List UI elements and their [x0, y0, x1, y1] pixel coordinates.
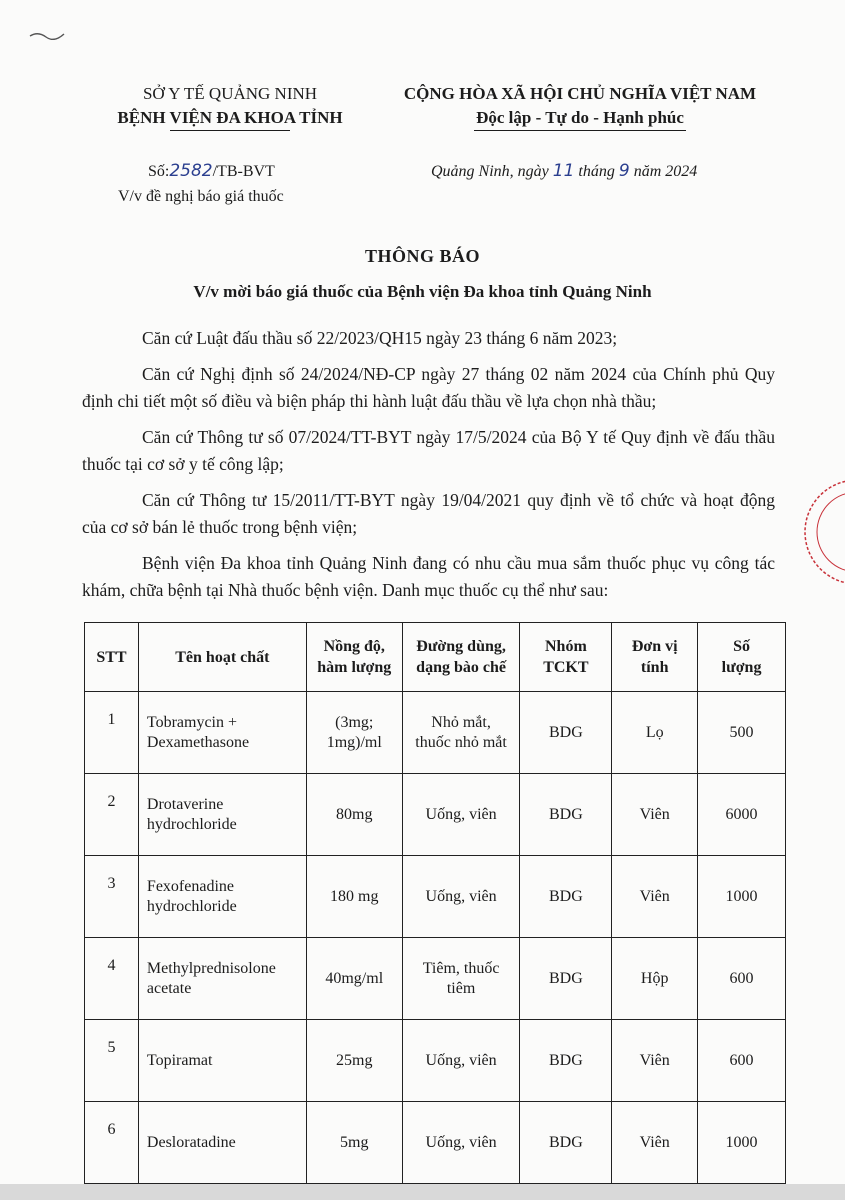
table-row	[85, 1020, 786, 1102]
date-year: năm 2024	[633, 163, 698, 180]
cell-name: Topiramat	[138, 1020, 306, 1102]
header-group: Nhóm TCKT	[520, 623, 612, 692]
motto: Độc lập - Tự do - Hạnh phúc	[476, 108, 684, 127]
cell-group: BDG	[520, 1020, 612, 1102]
cell-strength: 80mg	[306, 774, 402, 856]
cell-unit: Viên	[612, 1102, 698, 1184]
header-strength: Nồng độ, hàm lượng	[306, 623, 402, 692]
date-day: 11	[552, 161, 575, 181]
header-qty: Số lượng	[698, 623, 786, 692]
cell-unit: Hộp	[612, 938, 698, 1020]
cell-strength: 180 mg	[306, 856, 402, 938]
cell-name: Desloratadine	[138, 1102, 306, 1184]
cell-route: Uống, viên	[402, 774, 520, 856]
cell-strength: (3mg; 1mg)/ml	[306, 692, 402, 774]
scan-mark-icon	[28, 28, 68, 40]
cell-unit: Viên	[612, 774, 698, 856]
cell-strength: 40mg/ml	[306, 938, 402, 1020]
header-right	[380, 82, 780, 131]
document-title: THÔNG BÁO	[364, 246, 480, 266]
subject-line: V/v đề nghị báo giá thuốc	[118, 188, 284, 205]
cell-name: Drotaverine hydrochloride	[138, 774, 306, 856]
cell-route: Nhỏ mắt, thuốc nhỏ mắt	[402, 692, 520, 774]
table-row	[85, 692, 786, 774]
cell-qty: 500	[698, 692, 786, 774]
header-right-underline	[474, 130, 686, 131]
cell-group: BDG	[520, 1102, 612, 1184]
table-row	[85, 774, 786, 856]
medicine-table	[84, 622, 786, 1184]
date-line	[431, 161, 697, 181]
document-subtitle: V/v mời báo giá thuốc của Bệnh viện Đa khoa tỉnh Quảng Ninh	[193, 282, 652, 301]
cell-stt: 4	[85, 938, 139, 1020]
table-row	[85, 938, 786, 1020]
paragraph: Bệnh viện Đa khoa tỉnh Quảng Ninh đang có nhu cầu mua sắm thuốc phục vụ công tác khám, chữa bệnh tại Nhà thuốc bệnh viện. Danh mục thuốc cụ thể như sau:	[82, 553, 775, 600]
cell-name: Tobramycin + Dexamethasone	[138, 692, 306, 774]
country-name: CỘNG HÒA XÃ HỘI CHỦ NGHĨA VIỆT NAM	[403, 84, 757, 103]
document-body	[82, 325, 775, 613]
cell-route: Uống, viên	[402, 856, 520, 938]
date-month-label: tháng	[578, 163, 615, 180]
header-stt: STT	[85, 623, 139, 692]
paragraph: Căn cứ Thông tư 15/2011/TT-BYT ngày 19/04/2021 quy định về tổ chức và hoạt động của cơ sở bán lẻ thuốc trong bệnh viện;	[82, 490, 775, 537]
ref-suffix: /TB-BVT	[212, 163, 275, 180]
ref-prefix: Số:	[148, 163, 170, 180]
cell-name: Fexofenadine hydrochloride	[138, 856, 306, 938]
cell-unit: Viên	[612, 856, 698, 938]
header-route: Đường dùng, dạng bào chế	[402, 623, 520, 692]
date-month: 9	[618, 161, 630, 181]
cell-group: BDG	[520, 774, 612, 856]
cell-unit: Lọ	[612, 692, 698, 774]
cell-unit: Viên	[612, 1020, 698, 1102]
cell-qty: 600	[698, 1020, 786, 1102]
table-row	[85, 1102, 786, 1184]
cell-stt: 2	[85, 774, 139, 856]
cell-qty: 6000	[698, 774, 786, 856]
red-stamp-icon	[799, 472, 845, 592]
header-left	[100, 82, 360, 131]
cell-strength: 5mg	[306, 1102, 402, 1184]
header-left-underline	[170, 130, 290, 131]
department-name: SỞ Y TẾ QUẢNG NINH	[142, 84, 318, 103]
cell-stt: 3	[85, 856, 139, 938]
paragraph: Căn cứ Nghị định số 24/2024/NĐ-CP ngày 27 tháng 02 năm 2024 của Chính phủ Quy định chi tiết một số điều và biện pháp thi hành luật đấu thầu về lựa chọn nhà thầu;	[82, 364, 775, 411]
cell-stt: 1	[85, 692, 139, 774]
hospital-name: BỆNH VIỆN ĐA KHOA TỈNH	[117, 108, 343, 127]
cell-route: Tiêm, thuốc tiêm	[402, 938, 520, 1020]
cell-group: BDG	[520, 938, 612, 1020]
ref-number: 2582	[169, 161, 213, 181]
cell-route: Uống, viên	[402, 1020, 520, 1102]
cell-qty: 600	[698, 938, 786, 1020]
date-prefix: Quảng Ninh, ngày	[431, 163, 549, 180]
header-name: Tên hoạt chất	[138, 623, 306, 692]
paragraph: Căn cứ Thông tư số 07/2024/TT-BYT ngày 17/5/2024 của Bộ Y tế Quy định về đấu thầu thuốc tại cơ sở y tế công lập;	[82, 427, 775, 474]
table-header-row	[85, 623, 786, 692]
table-row	[85, 856, 786, 938]
header-unit: Đơn vị tính	[612, 623, 698, 692]
cell-strength: 25mg	[306, 1020, 402, 1102]
cell-stt: 5	[85, 1020, 139, 1102]
cell-route: Uống, viên	[402, 1102, 520, 1184]
cell-group: BDG	[520, 692, 612, 774]
cell-name: Methylprednisolone acetate	[138, 938, 306, 1020]
cell-qty: 1000	[698, 1102, 786, 1184]
cell-stt: 6	[85, 1102, 139, 1184]
reference-number	[148, 161, 275, 181]
cell-group: BDG	[520, 856, 612, 938]
cell-qty: 1000	[698, 856, 786, 938]
scan-bottom-edge	[0, 1184, 845, 1200]
paragraph: Căn cứ Luật đấu thầu số 22/2023/QH15 ngày 23 tháng 6 năm 2023;	[142, 328, 618, 348]
